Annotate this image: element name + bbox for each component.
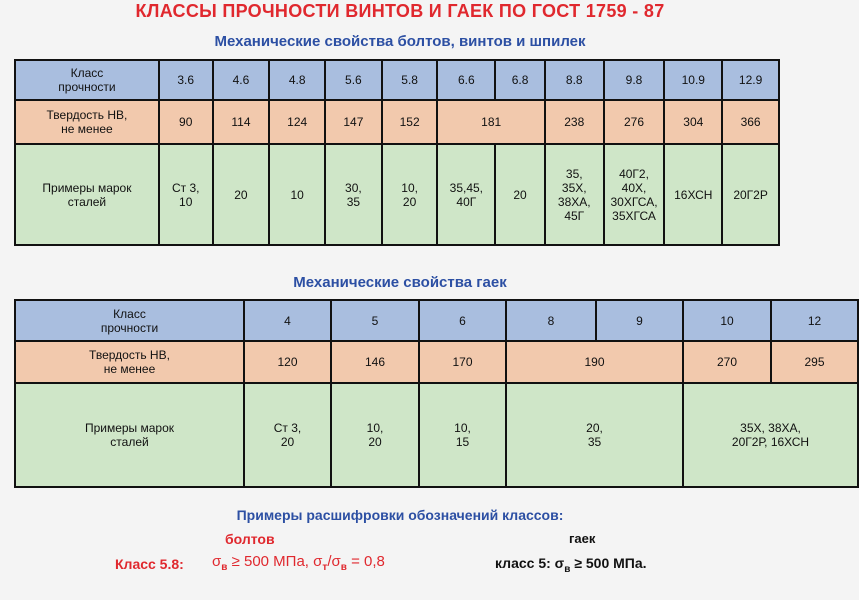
hardness-header: Твердость НВ, не менее (15, 100, 159, 144)
bolts-table-title: Механические свойства болтов, винтов и шпилек (214, 33, 586, 50)
steel-grades-cell: 35, 35Х, 38ХА, 45Г (545, 144, 604, 245)
class-header: Класс прочности (15, 300, 244, 341)
steels-row (15, 383, 858, 487)
hardness-cell: 304 (664, 100, 722, 144)
steel-grades-cell: 35,45, 40Г (437, 144, 495, 245)
steel-grades-cell: 10 (269, 144, 325, 245)
page-title: КЛАССЫ ПРОЧНОСТИ ВИНТОВ И ГАЕК ПО ГОСТ 1759 - 87 (135, 1, 665, 21)
class-cell: 8 (506, 300, 596, 341)
steel-grades-cell: 16ХСН (664, 144, 722, 245)
steel-grades-cell: 20, 35 (506, 383, 683, 487)
hardness-cell: 181 (437, 100, 544, 144)
steel-grades-cell: 30, 35 (325, 144, 382, 245)
nuts-label: гаек (569, 531, 596, 546)
hardness-cell: 295 (771, 341, 858, 383)
class-cell: 10 (683, 300, 771, 341)
class-cell: 4.6 (213, 60, 270, 100)
steel-grades-cell: 20Г2Р (722, 144, 779, 245)
steel-grades-cell: 10, 15 (419, 383, 506, 487)
class-cell: 5.6 (325, 60, 382, 100)
class-cell: 10.9 (664, 60, 722, 100)
class-cell: 6.8 (495, 60, 545, 100)
class-cell: 12 (771, 300, 858, 341)
nuts-table-title: Механические свойства гаек (293, 274, 507, 291)
class-cell: 4 (244, 300, 331, 341)
hardness-cell: 114 (213, 100, 270, 144)
hardness-cell: 238 (545, 100, 604, 144)
hardness-cell: 147 (325, 100, 382, 144)
hardness-cell: 190 (506, 341, 683, 383)
steel-grades-cell: Ст 3, 20 (244, 383, 331, 487)
class-header: Класс прочности (15, 60, 159, 100)
hardness-cell: 366 (722, 100, 779, 144)
hardness-cell: 170 (419, 341, 506, 383)
class-cell: 6 (419, 300, 506, 341)
hardness-cell: 120 (244, 341, 331, 383)
class-cell: 5 (331, 300, 419, 341)
nuts-properties-table (14, 299, 859, 488)
hardness-cell: 124 (269, 100, 325, 144)
steel-grades-cell: 20 (213, 144, 270, 245)
bolt-class-label: Класс 5.8: (115, 556, 184, 572)
steel-grades-cell: Ст 3, 10 (159, 144, 213, 245)
steels-header: Примеры марок сталей (15, 144, 159, 245)
steels-row (15, 144, 779, 245)
steel-grades-cell: 40Г2, 40Х, 30ХГСА, 35ХГСА (604, 144, 665, 245)
class-row (15, 60, 779, 100)
steel-grades-cell: 10, 20 (382, 144, 438, 245)
bolts-label: болтов (225, 531, 275, 547)
hardness-header: Твердость НВ, не менее (15, 341, 244, 383)
hardness-row (15, 100, 779, 144)
steel-grades-cell: 35Х, 38ХА, 20Г2Р, 16ХСН (683, 383, 858, 487)
hardness-cell: 90 (159, 100, 213, 144)
class-cell: 8.8 (545, 60, 604, 100)
steels-header: Примеры марок сталей (15, 383, 244, 487)
bolts-properties-table (14, 59, 780, 246)
class-cell: 6.6 (437, 60, 495, 100)
class-cell: 5.8 (382, 60, 438, 100)
steel-grades-cell: 10, 20 (331, 383, 419, 487)
hardness-cell: 276 (604, 100, 665, 144)
class-cell: 9 (596, 300, 683, 341)
class-cell: 3.6 (159, 60, 213, 100)
bolt-formula: $\sigma_в \ge 500$ МПа, $\sigma_т/\sigma_в = 0,8$ (212, 553, 385, 573)
class-cell: 9.8 (604, 60, 665, 100)
examples-title: Примеры расшифровки обозначений классов: (236, 507, 564, 523)
steel-grades-cell: 20 (495, 144, 545, 245)
class-cell: 4.8 (269, 60, 325, 100)
hardness-row (15, 341, 858, 383)
nut-formula: класс 5: $\sigma_в \ge 500$ МПа. (495, 555, 647, 575)
hardness-cell: 152 (382, 100, 438, 144)
class-cell: 12.9 (722, 60, 779, 100)
hardness-cell: 270 (683, 341, 771, 383)
class-row (15, 300, 858, 341)
hardness-cell: 146 (331, 341, 419, 383)
